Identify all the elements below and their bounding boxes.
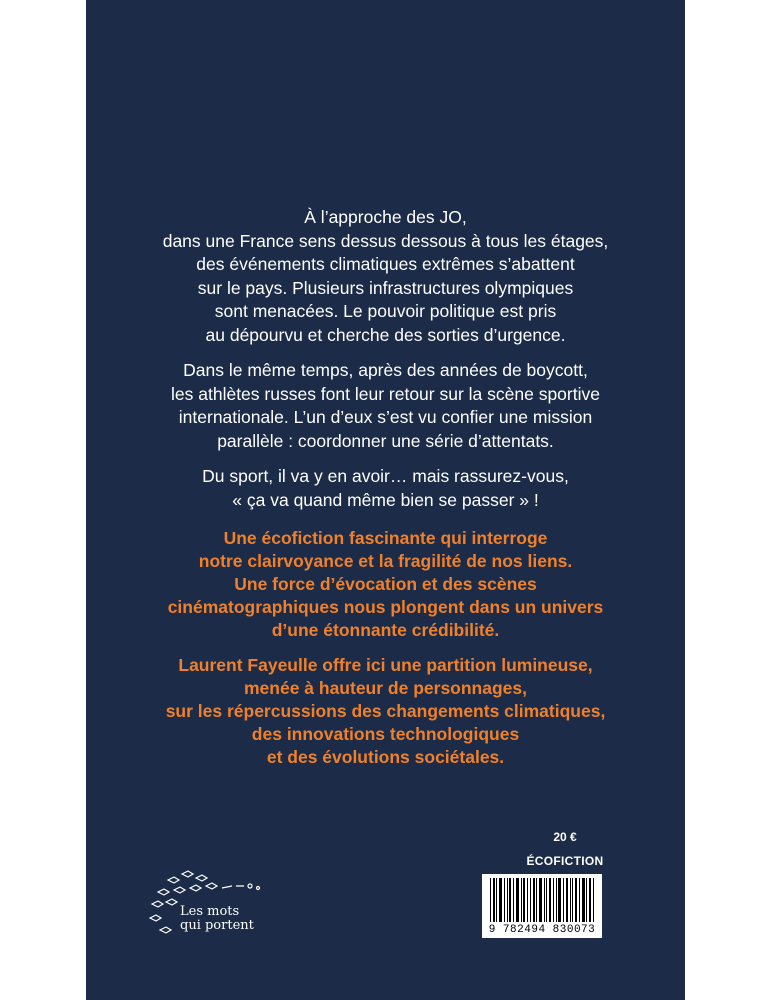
praise-text <box>86 527 685 781</box>
price-label: 20 € <box>553 830 577 844</box>
publisher-name-line-1: Les mots <box>180 904 240 919</box>
publisher-name <box>180 905 254 933</box>
synopsis-paragraph-2: Dans le même temps, après des années de boycott, les athlètes russes font leur retour sur la scène sportive internationale. L’un d’eux s’est vu confier une mission parallèle : coordonner une série d’attentats. <box>171 360 600 451</box>
barcode-bars <box>490 878 594 922</box>
publisher-name-line-2: qui portent <box>180 918 254 933</box>
praise-paragraph-2: Laurent Fayeulle offre ici une partition lumineuse, menée à hauteur de personnages, sur les répercussions des changements climatiques, des innovations technologiques et des évolutions sociétales. <box>165 655 606 767</box>
isbn-number: 9 782494 830073 <box>488 924 596 936</box>
synopsis-paragraph-3: Du sport, il va y en avoir… mais rassurez-vous, « ça va quand même bien se passer » ! <box>202 466 569 510</box>
genre-label: ÉCOFICTION <box>526 854 604 868</box>
isbn-barcode <box>482 874 602 938</box>
synopsis <box>86 206 685 524</box>
synopsis-paragraph-1: À l’approche des JO, dans une France sens dessus dessous à tous les étages, des événements climatiques extrêmes s’abattent sur le pays. Plusieurs infrastructures olympiques sont menacées. Le pouvoir politique est pris au dépourvu et cherche des sorties d’urgence. <box>162 207 609 345</box>
praise-paragraph-1: Une écofiction fascinante qui interroge notre clairvoyance et la fragilité de nos liens. Une force d’évocation et des scènes cinématographiques nous plongent dans un univers d’une étonnante crédibilité. <box>167 528 604 640</box>
